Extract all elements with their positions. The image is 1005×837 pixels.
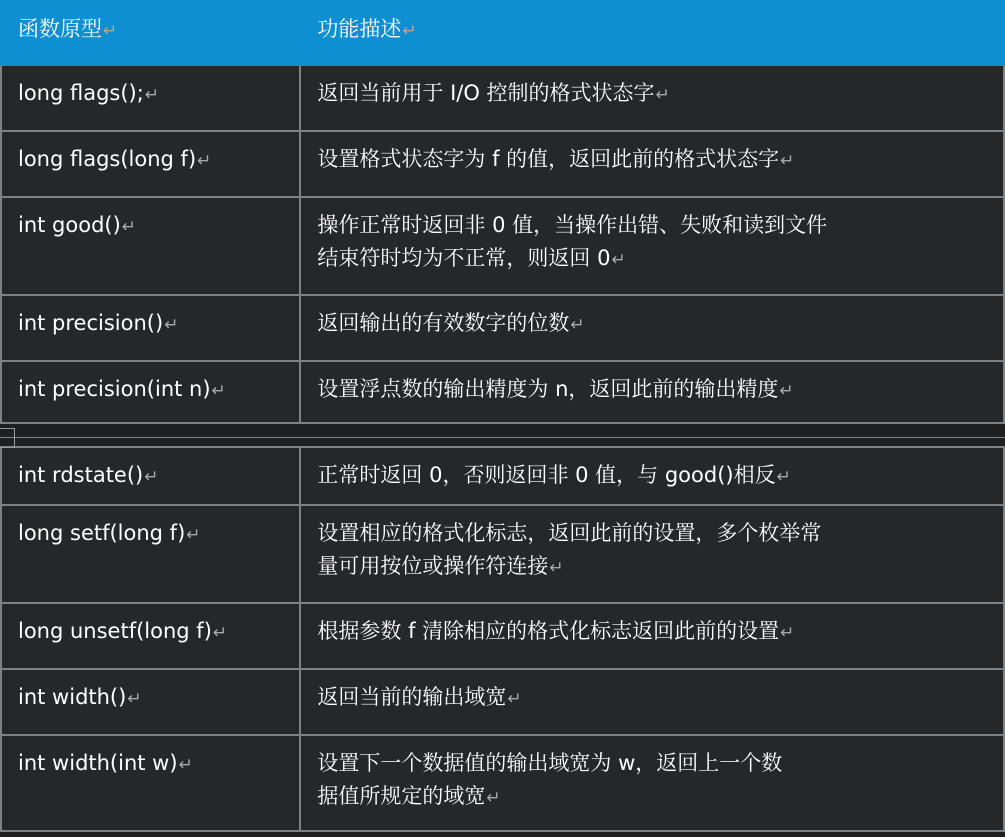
- prototype-cell: [1, 361, 300, 423]
- header-cell-prototype: [1, 1, 300, 65]
- return-mark-icon: ↵: [144, 467, 159, 487]
- page-break-line: [0, 437, 1005, 438]
- description-text: 量可用按位或操作符连接: [317, 554, 549, 578]
- description-text: 操作正常时返回非 0 值，当操作出错、失败和读到文件: [317, 213, 828, 237]
- header-description-label: 功能描述: [317, 17, 402, 41]
- return-mark-icon: ↵: [127, 689, 142, 709]
- return-mark-icon: ↵: [549, 558, 564, 578]
- return-mark-icon: ↵: [103, 21, 118, 41]
- prototype-text: int good(): [18, 213, 121, 237]
- prototype-cell: [1, 735, 300, 831]
- description-text: 返回当前用于 I/O 控制的格式状态字: [317, 81, 655, 105]
- description-cell: [300, 361, 1004, 423]
- prototype-text: int width(): [18, 685, 127, 709]
- description-cell: [300, 295, 1004, 361]
- return-mark-icon: ↵: [197, 151, 212, 171]
- description-cell: [300, 669, 1004, 735]
- return-mark-icon: ↵: [144, 85, 160, 105]
- description-cell: [300, 505, 1004, 603]
- prototype-text: long flags(long f): [18, 147, 197, 171]
- return-mark-icon: ↵: [611, 250, 626, 270]
- return-mark-icon: ↵: [402, 21, 417, 41]
- prototype-cell: [1, 131, 300, 197]
- description-cell: [300, 131, 1004, 197]
- return-mark-icon: ↵: [780, 623, 795, 643]
- description-text: 返回输出的有效数字的位数: [317, 311, 570, 335]
- prototype-text: int width(int w): [18, 751, 178, 775]
- prototype-cell: [1, 447, 300, 505]
- return-mark-icon: ↵: [212, 623, 228, 643]
- table-row: [1, 669, 1004, 735]
- page-break: [0, 424, 1005, 444]
- return-mark-icon: ↵: [164, 315, 179, 335]
- return-mark-icon: ↵: [178, 755, 193, 775]
- prototype-text: int rdstate(): [18, 463, 144, 487]
- prototype-cell: [1, 669, 300, 735]
- prototype-text: long unsetf(long f): [18, 619, 212, 643]
- description-cell: [300, 65, 1004, 131]
- return-mark-icon: ↵: [121, 217, 137, 237]
- prototype-cell: [1, 505, 300, 603]
- prototype-cell: [1, 197, 300, 295]
- return-mark-icon: ↵: [486, 788, 501, 808]
- prototype-cell: [1, 295, 300, 361]
- prototype-text: long setf(long f): [18, 521, 186, 545]
- description-cell: [300, 735, 1004, 831]
- description-text: 结束符时均为不正常，则返回 0: [317, 246, 611, 270]
- return-mark-icon: ↵: [570, 315, 585, 335]
- return-mark-icon: ↵: [779, 381, 794, 401]
- prototype-cell: [1, 65, 300, 131]
- description-text: 设置浮点数的输出精度为 n，返回此前的输出精度: [317, 377, 779, 401]
- table-row: [1, 65, 1004, 131]
- return-mark-icon: ↵: [507, 689, 522, 709]
- description-text: 设置相应的格式化标志，返回此前的设置，多个枚举常: [317, 521, 822, 545]
- table-row: [1, 131, 1004, 197]
- description-text: 设置下一个数据值的输出域宽为 w，返回上一个数: [317, 751, 783, 775]
- table-row: [1, 197, 1004, 295]
- return-mark-icon: ↵: [780, 151, 795, 171]
- table-row: [1, 603, 1004, 669]
- description-cell: [300, 197, 1004, 295]
- return-mark-icon: ↵: [211, 381, 226, 401]
- description-cell: [300, 603, 1004, 669]
- description-text: 正常时返回 0，否则返回非 0 值，与 good()相反: [317, 463, 776, 487]
- header-cell-description: [300, 1, 1004, 65]
- return-mark-icon: ↵: [776, 467, 791, 487]
- table-row: [1, 361, 1004, 423]
- description-text: 设置格式状态字为 f 的值，返回此前的格式状态字: [317, 147, 780, 171]
- prototype-text: int precision(int n): [18, 377, 211, 401]
- table-row: [1, 447, 1004, 505]
- page-break-marker-icon: [0, 428, 15, 448]
- table-row: [1, 505, 1004, 603]
- return-mark-icon: ↵: [655, 85, 670, 105]
- header-prototype-label: 函数原型: [18, 17, 102, 41]
- description-text: 据值所规定的域宽: [317, 784, 486, 808]
- table-row: [1, 735, 1004, 831]
- return-mark-icon: ↵: [186, 525, 201, 545]
- prototype-cell: [1, 603, 300, 669]
- table-header-row: [1, 1, 1004, 65]
- prototype-text: long flags();: [18, 81, 144, 105]
- prototype-text: int precision(): [18, 311, 164, 335]
- table-row: [1, 295, 1004, 361]
- description-cell: [300, 447, 1004, 505]
- description-text: 根据参数 f 清除相应的格式化标志返回此前的设置: [317, 619, 780, 643]
- function-table-bottom: [0, 446, 1005, 832]
- description-text: 返回当前的输出域宽: [317, 685, 507, 709]
